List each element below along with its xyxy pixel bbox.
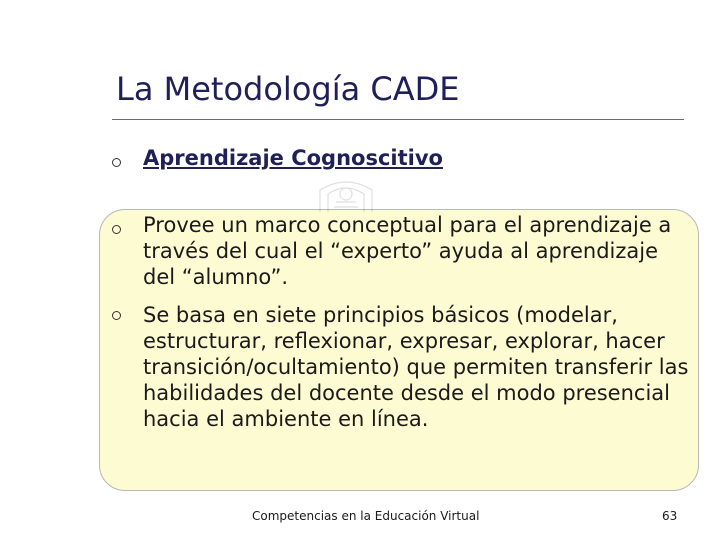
bullet-circle-icon [112,311,121,320]
bullet-text: Se basa en siete principios básicos (modelar, estructurar, reflexionar, expresar, explorar, hacer transición/ocultamiento) que permiten transferir las habilidades del docente desde el modo presencial hacia el ambiente en línea. [143,303,689,431]
seal-watermark-icon [312,172,380,212]
section-heading: Aprendizaje Cognoscitivo [143,146,443,170]
slide-title: La Metodología CADE [116,70,460,108]
bullet-text: Provee un marco conceptual para el aprendizaje a través del cual el “experto” ayuda al aprendizaje del “alumno”. [143,213,672,289]
bullet-circle-icon [112,225,121,234]
title-divider [112,119,684,120]
footer-text: Competencias en la Educación Virtual [252,509,480,523]
bullet-circle-icon [112,158,121,167]
page-number: 63 [662,509,678,523]
